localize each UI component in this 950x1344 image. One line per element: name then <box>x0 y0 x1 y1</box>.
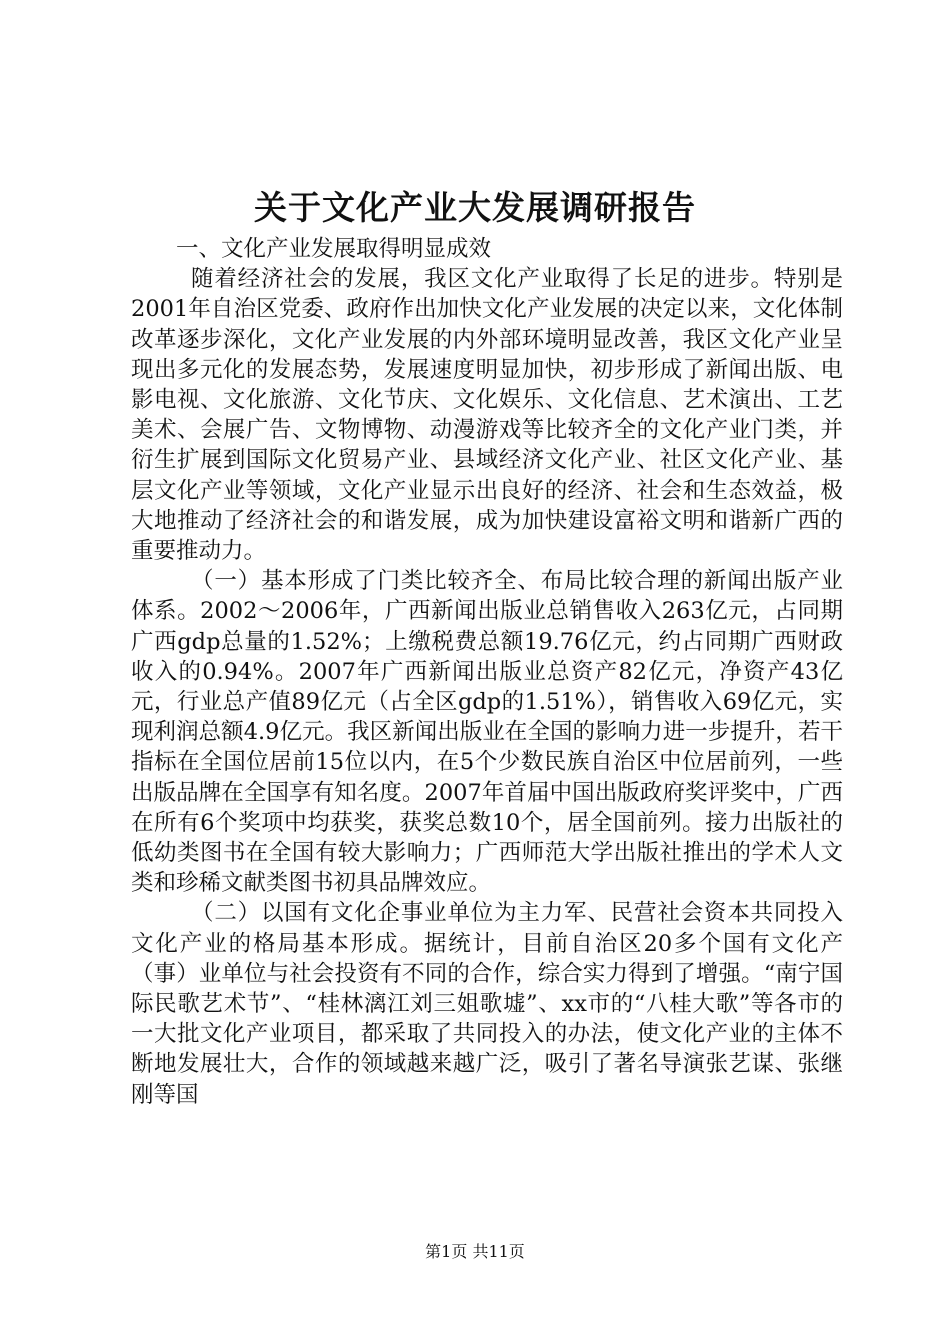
paragraph-3: （二）以国有文化企事业单位为主力军、民营社会资本共同投入文化产业的格局基本形成。据统计，目前自治区20多个国有文化产（事）业单位与社会投资有不同的合作，综合实力得到了增强。“南宁国际民歌艺术节”、“桂林漓江刘三姐歌墟”、xx市的“八桂大歌”等各市的一大批文化产业项目，都采取了共同投入的办法，使文化产业的主体不断地发展壮大，合作的领域越来越广泛，吸引了著名导演张艺谋、张继刚等国 <box>131 900 843 1108</box>
paragraph-2: （一）基本形成了门类比较齐全、布局比较合理的新闻出版产业体系。2002～2006年，广西新闻出版业总销售收入263亿元，占同期广西gdp总量的1.52%；上缴税费总额19.76亿元，约占同期广西财政收入的0.94%。2007年广西新闻出版业总资产82亿元，净资产43亿元，行业总产值89亿元（占全区gdp的1.51%），销售收入69亿元，实现利润总额4.9亿元。我区新闻出版业在全国的影响力进一步提升，若干指标在全国位居前15位以内，在5个少数民族自治区中位居前列，一些出版品牌在全国享有知名度。2007年首届中国出版政府奖评奖中，广西在所有6个奖项中均获奖，获奖总数10个，居全国前列。接力出版社的低幼类图书在全国有较大影响力；广西师范大学出版社推出的学术人文类和珍稀文献类图书初具品牌效应。 <box>131 568 843 897</box>
document-title: 关于文化产业大发展调研报告 <box>254 188 696 227</box>
section-heading: 一、文化产业发展取得明显成效 <box>176 236 492 262</box>
document-body <box>131 234 843 1110</box>
paragraph-1: 随着经济社会的发展，我区文化产业取得了长足的进步。特别是2001年自治区党委、政府作出加快文化产业发展的决定以来，文化体制改革逐步深化，文化产业发展的内外部环境明显改善，我区文化产业呈现出多元化的发展态势，发展速度明显加快，初步形成了新闻出版、电影电视、文化旅游、文化节庆、文化娱乐、文化信息、艺术演出、工艺美术、会展广告、文物博物、动漫游戏等比较齐全的文化产业门类，并衍生扩展到国际文化贸易产业、县域经济文化产业、社区文化产业、基层文化产业等领域，文化产业显示出良好的经济、社会和生态效益，极大地推动了经济社会的和谐发展，成为加快建设富裕文明和谐新广西的重要推动力。 <box>131 266 843 565</box>
page-footer: 第1页 共11页 <box>425 1242 525 1261</box>
